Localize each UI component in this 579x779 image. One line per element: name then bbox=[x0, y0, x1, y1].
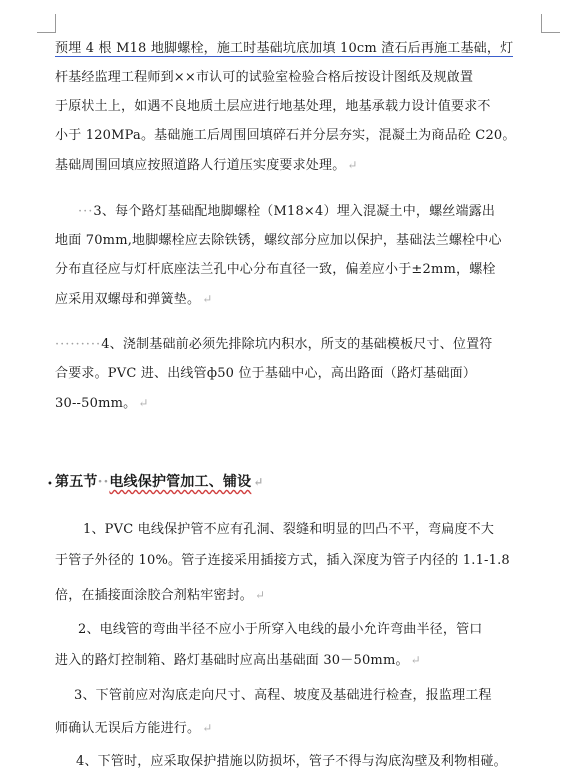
paragraph-mark-icon: ↵ bbox=[253, 475, 264, 489]
paragraph-line: 预埋 4 根 M18 地脚螺栓，施工时基础坑底加填 10cm 渣石后再施工基础，灯 bbox=[55, 41, 514, 56]
list-item-line: 4、下管时，应采取保护措施以防损坏，管子不得与沟底沟壁及利物相碰。 bbox=[76, 754, 507, 769]
paragraph-mark-icon: ↵ bbox=[202, 721, 213, 735]
paragraph-line: 杆基经监理工程师到××市认可的试验室检验合格后按设计图纸及规啟置 bbox=[55, 70, 474, 85]
paragraph-line: 应采用双螺母和弹簧垫。 ↵ bbox=[55, 292, 213, 307]
paragraph-line: 地面 70mm,地脚螺栓应去除铁锈，螺纹部分应加以保护，基础法兰螺栓中心 bbox=[55, 233, 502, 248]
paragraph-mark-icon: ↵ bbox=[255, 588, 266, 602]
section-number: 第五节 bbox=[55, 474, 98, 490]
paragraph-mark-icon: ↵ bbox=[347, 158, 358, 172]
list-item-line: 进入的路灯控制箱、路灯基础时应高出基础面 30－50mm。 ↵ bbox=[55, 653, 421, 668]
paragraph-mark-icon: ↵ bbox=[202, 292, 213, 306]
paragraph-line: 基础周围回填应按照道路人行道压实度要求处理。 ↵ bbox=[55, 158, 358, 173]
list-item-line: 倍，在插接面涂胶合剂粘牢密封。 ↵ bbox=[55, 588, 266, 603]
paragraph-line: 小于 120MPa。基础施工后周围回填碎石并分层夯实，混凝土为商品砼 C20。 bbox=[55, 128, 516, 143]
section-heading bbox=[55, 470, 264, 494]
paragraph-line: 于原状土上，如遇不良地质土层应进行地基处理，地基承载力设计值要求不 bbox=[55, 99, 491, 114]
section-title: 电线保护管加工、铺设 bbox=[109, 474, 252, 490]
list-item-line: 3、下管前应对沟底走向尺寸、高程、坡度及基础进行检查，报监理工程 bbox=[74, 688, 492, 703]
paragraph-mark-icon: ↵ bbox=[138, 396, 149, 410]
list-item-line: 1、PVC 电线保护管不应有孔洞、裂缝和明显的凹凸不平，弯扁度不大 bbox=[83, 522, 495, 537]
list-item-line: 于管子外径的 10%。管子连接采用插接方式，插入深度为管子内径的 1.1-1.8 bbox=[55, 553, 510, 568]
heading-spacer: ·· bbox=[97, 474, 110, 490]
page-corner-mark-top-left bbox=[37, 14, 56, 33]
paragraph-line: ···3、每个路灯基础配地脚螺栓（M18×4）埋入混凝土中，螺丝端露出 bbox=[78, 204, 496, 219]
paragraph-line: 合要求。PVC 进、出线管ф50 位于基础中心，高出路面（路灯基础面） bbox=[55, 366, 477, 381]
heading-bullet-icon: • bbox=[47, 479, 53, 490]
list-item-line: 2、电线管的弯曲半径不应小于所穿入电线的最小允许弯曲半径，管口 bbox=[78, 622, 483, 637]
paragraph-line: ·········4、浇制基础前必须先排除坑内积水，所支的基础模板尺寸、位置符 bbox=[55, 337, 493, 352]
paragraph-mark-icon: ↵ bbox=[410, 653, 421, 667]
paragraph-line: 30--50mm。 ↵ bbox=[55, 396, 149, 411]
paragraph-line: 分布直径应与灯杆底座法兰孔中心分布直径一致，偏差应小于±2mm，螺栓 bbox=[55, 262, 496, 277]
page-corner-mark-top-right bbox=[541, 14, 560, 33]
list-item-line: 师确认无误后方能进行。 ↵ bbox=[55, 721, 213, 736]
indent-marker: ··· bbox=[78, 204, 94, 219]
indent-marker: ········· bbox=[55, 337, 102, 352]
